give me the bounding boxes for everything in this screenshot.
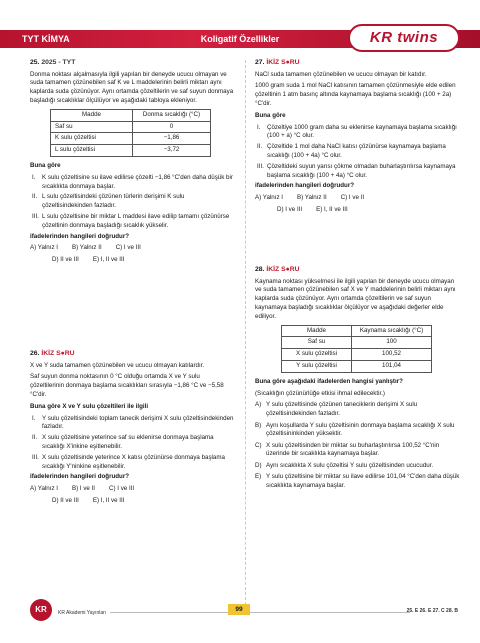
statement-numeral: I. — [32, 414, 36, 422]
q27-statement — [255, 143, 460, 161]
q26-number: 26. — [30, 350, 40, 357]
q26-bold-question: Buna göre X ve Y sulu çözeltileri ile ilgili — [30, 402, 149, 410]
q28-cell: 100,52 — [352, 349, 432, 361]
option-text: Aynı sıcaklıkta X sulu çözeltisi Y sulu çözeltisinden ucucudur. — [266, 461, 434, 469]
option-c[interactable]: C) I ve III — [109, 485, 135, 493]
statement-text: Çözeltide 1 mol daha NaCl katısı çözünürse kaynamaya başlama sıcaklığı (100 + 4a) °C olur. — [267, 143, 446, 160]
option-b[interactable]: B) I ve II — [71, 485, 96, 493]
q28-cell: X sulu çözeltisi — [282, 349, 352, 361]
question-26 — [30, 349, 235, 506]
q27-intro1: NaCl suda tamamen çözünebilen ve ucucu olmayan bir katıdır. — [255, 70, 427, 78]
question-25 — [30, 58, 235, 265]
option-a[interactable]: A) Yalnız I — [255, 194, 283, 202]
q27-tag — [266, 59, 299, 66]
option-e[interactable]: E) I, II ve III — [92, 497, 125, 504]
option-e[interactable]: E) I, II ve III — [316, 206, 348, 213]
q27-intro2: 1000 gram suda 1 mol NaCl katısının tamamen çözünmesiyle elde edilen çözeltinin 1 atm basınç altında kaynamaya başlama sıcaklığı (100 + 2a) °C'dir. — [255, 82, 456, 108]
option-d[interactable]: D) II ve III — [52, 256, 79, 264]
statement-numeral: III. — [257, 162, 264, 170]
q26-statement — [30, 434, 235, 452]
statement-text: Çözeltideki suyun yarısı çökme olmadan buharlaştırılırsa kaynamaya başlama sıcaklığı (100 + 4a) °C olur. — [267, 162, 456, 179]
option-c[interactable]: C) I ve II — [340, 194, 365, 202]
tag-o-icon: ● — [285, 266, 290, 273]
q25-statement — [30, 174, 235, 192]
option-d[interactable]: D) II ve III — [52, 497, 79, 504]
statement-numeral: II. — [32, 434, 38, 442]
option-d[interactable]: D) I ve III — [277, 206, 303, 213]
answer-key: 25. E 26. E 27. C 28. B — [406, 608, 458, 614]
tag-part: RU — [289, 266, 300, 273]
option-letter: E) — [255, 472, 262, 480]
q25-cell: −3,72 — [133, 145, 211, 157]
q25-statement — [30, 213, 235, 231]
q25-options-row1 — [30, 244, 235, 253]
question-28 — [255, 265, 460, 493]
q25-statement — [30, 193, 235, 211]
option-b[interactable]: B) Yalnız II — [296, 194, 327, 202]
option-letter: C) — [255, 441, 262, 449]
q25-cell: L sulu çözeltisi — [51, 145, 133, 157]
statement-text: L sulu çözeltisine bir miktar L maddesi ilave edilip tamamı çözünürse çözeltinin donmaya başladığı sıcaklık yükselir. — [42, 213, 230, 229]
q28-heading — [255, 265, 460, 275]
q26-options-row1 — [30, 485, 235, 494]
option-text: X sulu çözeltisinden bir miktar su buharlaştırılırsa 100,52 °C'nin üzerinde bir sıcaklıkta kaynamaya başlar. — [266, 441, 440, 458]
q25-cell: K sulu çözeltisi — [51, 133, 133, 145]
q25-th-1: Donma sıcaklığı (°C) — [133, 109, 211, 121]
option-a[interactable]: A) Yalnız I — [30, 244, 58, 252]
q27-buna-gore: Buna göre — [255, 111, 286, 119]
q28-bold-question: Buna göre aşağıdaki ifadelerden hangisi yanlıştır? — [255, 377, 403, 385]
q25-question: ifadelerinden hangileri doğrudur? — [30, 232, 130, 240]
option-letter: D) — [255, 461, 262, 469]
footer-rule — [110, 612, 410, 613]
publisher-name: KR Akademi Yayınları — [58, 610, 107, 616]
option-e[interactable]: E) I, II ve III — [92, 256, 125, 264]
statement-numeral: III. — [32, 453, 39, 461]
tag-part: RU — [289, 59, 300, 66]
question-27 — [255, 58, 460, 215]
statement-text: X sulu çözeltisine yeterince saf su eklenirse donmaya başlama sıcaklığı X'inkine eşitlenebilir. — [42, 434, 214, 451]
option-a[interactable]: A) Yalnız I — [30, 485, 58, 493]
q25-heading — [30, 58, 235, 68]
tag-part: İKİZ S — [266, 266, 286, 273]
statement-text: Çözeltiye 1000 gram daha su eklenirse kaynamaya başlama sıcaklığı (100 + a) °C olur. — [267, 123, 457, 140]
option-c[interactable] — [255, 442, 460, 460]
subject-title: TYT KİMYA — [22, 34, 70, 44]
q26-intro1: X ve Y suda tamamen çözünebilen ve ucucu olmayan katılardır. — [30, 361, 205, 369]
q28-cell: 100 — [352, 337, 432, 349]
statement-numeral: I. — [257, 123, 261, 131]
statement-numeral: II. — [257, 143, 263, 151]
q28-cell: Y sulu çözeltisi — [282, 361, 352, 373]
publisher-logo: KR — [30, 599, 52, 621]
page-header — [0, 0, 480, 54]
q25-options-row2 — [52, 256, 235, 265]
tag-part: İKİZ S — [41, 350, 61, 357]
option-letter: B) — [255, 421, 262, 429]
brand-logo: KR twins — [348, 24, 460, 52]
q28-th-0: Madde — [282, 325, 352, 337]
q26-statement — [30, 415, 235, 433]
option-text: Y sulu çözeltisine bir miktar su ilave edilirse 101,04 °C'den daha düşük sıcaklıkta kaynamaya başlar. — [266, 472, 460, 489]
q25-table — [50, 109, 211, 157]
statement-text: Y sulu çözeltisindeki toplam tanecik derişimi X sulu çözeltisindekinden fazladır. — [42, 414, 234, 431]
statement-text: X sulu çözeltisinde yeterince X katısı çözünürse donmaya başlama sıcaklığı Y'ninkine eşitlenebilir. — [42, 453, 225, 470]
q27-statement — [255, 124, 460, 142]
statement-text: L sulu çözeltisindeki çözünen türlerin derişimi K sulu çözeltisindekinden fazladır. — [42, 193, 185, 210]
q28-note: (Sıcaklığın çözünürlüğe etkisi ihmal edilecektir.) — [255, 389, 385, 397]
q25-number: 25. — [30, 59, 40, 66]
option-b[interactable]: B) Yalnız II — [71, 244, 102, 252]
q28-table — [281, 325, 432, 373]
q27-statement — [255, 163, 460, 181]
option-c[interactable]: C) I ve III — [115, 244, 141, 252]
statement-text: K sulu çözeltisine su ilave edilirse çözelti −1,86 °C'den daha düşük bir sıcaklıkta donmaya başlar. — [42, 173, 233, 190]
page-number: 99 — [228, 604, 250, 615]
q26-statement — [30, 454, 235, 472]
tag-part: İKİZ S — [266, 59, 286, 66]
q26-heading — [30, 349, 235, 359]
q25-intro: Donma noktası alçalmasıyla ilgili yapılan bir deneyde ucucu olmayan ve suda tamamen çözünebilen saf K ve L maddelerinin belirli miktarı aynı kaplarda suda çözünüyor. Aynı ortamda çözeltilerin ve saf suyun donmaya başladığı sıcaklıklar ölçülüyor ve aşağıdaki tabloya ekleniyor. — [30, 70, 234, 105]
q28-th-1: Kaynama sıcaklığı (°C) — [352, 325, 432, 337]
q25-tag: 2025 - TYT — [41, 59, 76, 66]
q25-buna-gore: Buna göre — [30, 162, 61, 170]
q25-th-0: Madde — [51, 109, 133, 121]
q25-cell: Saf su — [51, 121, 133, 133]
q26-intro2: Saf suyun donma noktasının 0 °C olduğu ortamda X ve Y sulu çözeltilerinin donmaya başlama sıcaklıkları sırasıyla −1,86 °C ve −5,58 °C'dir. — [30, 373, 224, 399]
q27-heading — [255, 58, 460, 68]
statement-numeral: II. — [32, 193, 38, 201]
q28-cell: Saf su — [282, 337, 352, 349]
tag-o-icon: ● — [60, 350, 65, 357]
q28-cell: 101,04 — [352, 361, 432, 373]
q25-cell: −1,86 — [133, 133, 211, 145]
q26-tag — [41, 350, 74, 357]
option-a[interactable] — [255, 401, 460, 419]
q28-number: 28. — [255, 266, 265, 273]
option-text: Y sulu çözeltisinde çözünen taneciklerin derişimi X sulu çözeltisindekinden fazladır. — [266, 401, 418, 418]
statement-numeral: I. — [32, 173, 36, 181]
q27-options-row2 — [277, 206, 460, 215]
tag-part: RU — [64, 350, 75, 357]
q27-options-row1 — [255, 194, 460, 203]
option-e[interactable] — [255, 473, 460, 491]
option-d[interactable] — [255, 462, 460, 471]
q25-cell: 0 — [133, 121, 211, 133]
option-text: Aynı koşullarda Y sulu çözeltisinin donmaya başlama sıcaklığı X sulu çözeltisininkinden yüksektir. — [266, 421, 455, 438]
q27-number: 27. — [255, 59, 265, 66]
option-letter: A) — [255, 401, 262, 409]
tag-o-icon: ● — [285, 59, 290, 66]
q28-intro: Kaynama noktası yükselmesi ile ilgili yapılan bir deneyde ucucu olmayan ve suda tamamen çözünebilen saf X ve Y maddelerinin belirli miktarı aynı kaplarda suda çözünüyor. Aynı ortamda çözeltilerin ve saf suyun kaynamaya başladığı sıcaklıklar ölçülüyor ve aşağıdaki değerler elde ediliyor. — [255, 277, 456, 320]
option-b[interactable] — [255, 422, 460, 440]
q26-question: ifadelerinden hangileri doğrudur? — [30, 473, 130, 481]
q26-options-row2 — [52, 497, 235, 506]
column-divider — [245, 60, 246, 605]
topic-title: Koligatif Özellikler — [200, 34, 280, 44]
q28-tag — [266, 266, 299, 273]
statement-numeral: III. — [32, 213, 39, 220]
q27-question: ifadelerinden hangileri doğrudur? — [255, 182, 355, 190]
